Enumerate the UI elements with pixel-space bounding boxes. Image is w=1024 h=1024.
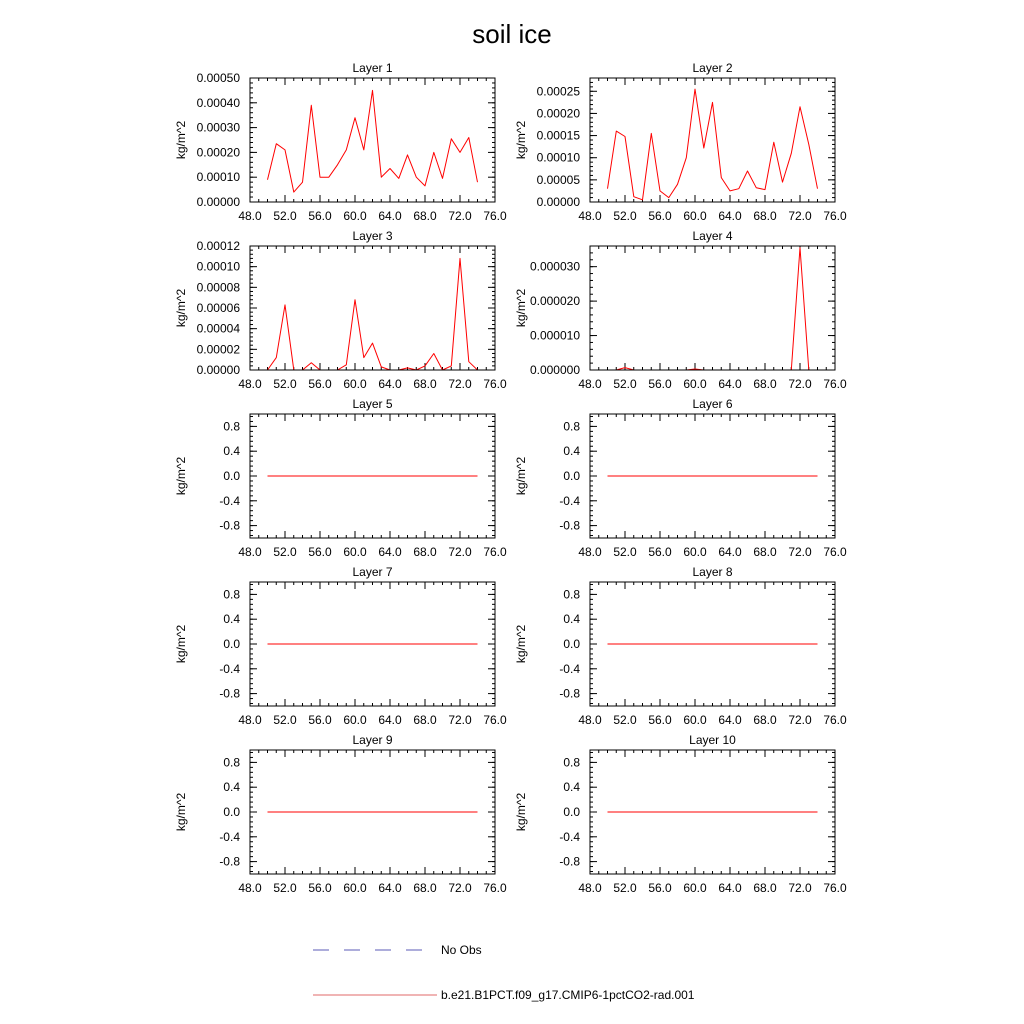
chart-layer-7 bbox=[174, 565, 507, 727]
x-tick-label: 64.0 bbox=[378, 713, 402, 727]
x-tick-label: 72.0 bbox=[448, 881, 472, 895]
y-tick-label: -0.8 bbox=[219, 686, 240, 701]
y-tick-label: 0.00008 bbox=[196, 280, 240, 295]
y-tick-label: 0.8 bbox=[563, 755, 580, 770]
x-tick-label: 60.0 bbox=[343, 713, 367, 727]
y-tick-label: -0.8 bbox=[559, 686, 580, 701]
x-tick-label: 68.0 bbox=[413, 209, 437, 223]
y-tick-label: 0.00010 bbox=[196, 259, 240, 274]
y-tick-label: 0.4 bbox=[563, 612, 580, 627]
x-tick-label: 60.0 bbox=[683, 713, 707, 727]
x-tick-label: 52.0 bbox=[613, 209, 637, 223]
x-tick-label: 48.0 bbox=[238, 377, 262, 391]
layer-9-title: Layer 9 bbox=[352, 733, 393, 747]
y-tick-label: -0.4 bbox=[559, 661, 580, 676]
x-tick-label: 76.0 bbox=[823, 377, 847, 391]
x-tick-label: 48.0 bbox=[238, 209, 262, 223]
x-tick-label: 48.0 bbox=[238, 881, 262, 895]
y-tick-label: -0.8 bbox=[219, 854, 240, 869]
layer-7-title: Layer 7 bbox=[352, 565, 393, 579]
y-tick-label: 0.0 bbox=[563, 637, 580, 651]
layer-5-ylabel: kg/m^2 bbox=[174, 456, 188, 496]
y-tick-label: 0.00000 bbox=[196, 363, 240, 377]
x-tick-label: 68.0 bbox=[753, 545, 777, 559]
y-tick-label: -0.8 bbox=[559, 518, 580, 533]
x-tick-label: 56.0 bbox=[308, 545, 332, 559]
x-tick-label: 56.0 bbox=[308, 377, 332, 391]
y-tick-label: 0.0 bbox=[223, 805, 240, 819]
x-tick-label: 68.0 bbox=[413, 377, 437, 391]
layer-7-ylabel: kg/m^2 bbox=[174, 624, 188, 664]
x-tick-label: 48.0 bbox=[578, 713, 602, 727]
y-tick-label: 0.00010 bbox=[196, 170, 240, 185]
legend-label-model: b.e21.B1PCT.f09_g17.CMIP6-1pctCO2-rad.001 bbox=[441, 988, 695, 1002]
x-tick-label: 60.0 bbox=[683, 881, 707, 895]
x-tick-label: 64.0 bbox=[718, 209, 742, 223]
y-tick-label: 0.00050 bbox=[196, 71, 240, 85]
x-tick-label: 64.0 bbox=[718, 545, 742, 559]
x-tick-label: 52.0 bbox=[273, 881, 297, 895]
y-tick-label: 0.8 bbox=[223, 419, 240, 434]
y-tick-label: 0.8 bbox=[223, 755, 240, 770]
x-tick-label: 76.0 bbox=[483, 881, 507, 895]
x-tick-label: 56.0 bbox=[308, 209, 332, 223]
x-tick-label: 56.0 bbox=[308, 881, 332, 895]
x-tick-label: 64.0 bbox=[378, 881, 402, 895]
x-tick-label: 56.0 bbox=[648, 545, 672, 559]
x-tick-label: 68.0 bbox=[413, 545, 437, 559]
y-tick-label: 0.0 bbox=[223, 469, 240, 483]
x-tick-label: 72.0 bbox=[448, 713, 472, 727]
layer-6-ylabel: kg/m^2 bbox=[514, 456, 528, 496]
layer-4-ylabel: kg/m^2 bbox=[514, 288, 528, 328]
y-tick-label: 0.8 bbox=[563, 587, 580, 602]
layer-5-title: Layer 5 bbox=[352, 397, 393, 411]
x-tick-label: 56.0 bbox=[648, 881, 672, 895]
layer-9-ylabel: kg/m^2 bbox=[174, 792, 188, 832]
layer-4-series-line bbox=[608, 248, 818, 370]
x-tick-label: 48.0 bbox=[238, 713, 262, 727]
y-tick-label: 0.000010 bbox=[529, 328, 580, 343]
x-tick-label: 52.0 bbox=[273, 545, 297, 559]
x-tick-label: 72.0 bbox=[448, 209, 472, 223]
layer-2-series-line bbox=[608, 89, 818, 200]
y-tick-label: 0.8 bbox=[563, 419, 580, 434]
x-tick-label: 76.0 bbox=[483, 713, 507, 727]
y-tick-label: 0.4 bbox=[223, 780, 240, 795]
x-tick-label: 76.0 bbox=[823, 545, 847, 559]
x-tick-label: 64.0 bbox=[378, 545, 402, 559]
y-tick-label: 0.4 bbox=[563, 780, 580, 795]
x-tick-label: 76.0 bbox=[823, 209, 847, 223]
x-tick-label: 72.0 bbox=[788, 881, 812, 895]
layer-3-ylabel: kg/m^2 bbox=[174, 288, 188, 328]
y-tick-label: 0.8 bbox=[223, 587, 240, 602]
x-tick-label: 60.0 bbox=[343, 209, 367, 223]
y-tick-label: 0.4 bbox=[223, 444, 240, 459]
y-tick-label: 0.00002 bbox=[196, 342, 240, 357]
x-tick-label: 60.0 bbox=[343, 545, 367, 559]
y-tick-label: 0.00015 bbox=[536, 128, 580, 143]
chart-layer-3 bbox=[174, 229, 507, 391]
y-tick-label: -0.4 bbox=[219, 661, 240, 676]
x-tick-label: 72.0 bbox=[788, 377, 812, 391]
layer-3-series-line bbox=[268, 258, 478, 370]
layer-8-title: Layer 8 bbox=[692, 565, 733, 579]
x-tick-label: 68.0 bbox=[753, 209, 777, 223]
x-tick-label: 48.0 bbox=[578, 209, 602, 223]
chart-layer-2 bbox=[514, 61, 847, 223]
y-tick-label: 0.4 bbox=[563, 444, 580, 459]
y-tick-label: -0.4 bbox=[219, 829, 240, 844]
y-tick-label: -0.8 bbox=[559, 854, 580, 869]
x-tick-label: 64.0 bbox=[718, 377, 742, 391]
y-tick-label: 0.00020 bbox=[196, 145, 240, 160]
x-tick-label: 60.0 bbox=[683, 377, 707, 391]
x-tick-label: 64.0 bbox=[378, 209, 402, 223]
y-tick-label: 0.00005 bbox=[536, 172, 580, 187]
x-tick-label: 72.0 bbox=[448, 545, 472, 559]
x-tick-label: 48.0 bbox=[578, 545, 602, 559]
y-tick-label: 0.0 bbox=[223, 637, 240, 651]
y-tick-label: 0.00000 bbox=[536, 195, 580, 209]
y-tick-label: 0.00025 bbox=[536, 84, 580, 99]
y-tick-label: -0.4 bbox=[219, 493, 240, 508]
x-tick-label: 76.0 bbox=[483, 545, 507, 559]
x-tick-label: 52.0 bbox=[273, 209, 297, 223]
y-tick-label: 0.00020 bbox=[536, 106, 580, 121]
layer-10-title: Layer 10 bbox=[689, 733, 736, 747]
y-tick-label: 0.00004 bbox=[196, 321, 240, 336]
x-tick-label: 48.0 bbox=[578, 881, 602, 895]
chart-layer-1 bbox=[174, 61, 507, 223]
chart-layer-10 bbox=[514, 733, 847, 895]
x-tick-label: 76.0 bbox=[823, 713, 847, 727]
layer-1-ylabel: kg/m^2 bbox=[174, 120, 188, 160]
y-tick-label: 0.00000 bbox=[196, 195, 240, 209]
x-tick-label: 56.0 bbox=[648, 713, 672, 727]
layer-3-plot-frame bbox=[250, 246, 495, 370]
chart-layer-9 bbox=[174, 733, 507, 895]
layer-2-title: Layer 2 bbox=[692, 61, 733, 75]
layer-1-title: Layer 1 bbox=[352, 61, 393, 75]
x-tick-label: 68.0 bbox=[413, 881, 437, 895]
x-tick-label: 76.0 bbox=[823, 881, 847, 895]
layer-3-title: Layer 3 bbox=[352, 229, 393, 243]
x-tick-label: 52.0 bbox=[613, 545, 637, 559]
y-tick-label: 0.00030 bbox=[196, 120, 240, 135]
x-tick-label: 56.0 bbox=[648, 209, 672, 223]
x-tick-label: 68.0 bbox=[413, 713, 437, 727]
x-tick-label: 52.0 bbox=[613, 881, 637, 895]
y-tick-label: 0.000030 bbox=[529, 259, 580, 274]
x-tick-label: 64.0 bbox=[378, 377, 402, 391]
x-tick-label: 72.0 bbox=[448, 377, 472, 391]
y-tick-label: 0.0 bbox=[563, 805, 580, 819]
layer-10-ylabel: kg/m^2 bbox=[514, 792, 528, 832]
layer-6-title: Layer 6 bbox=[692, 397, 733, 411]
x-tick-label: 60.0 bbox=[343, 881, 367, 895]
y-tick-label: 0.000000 bbox=[529, 363, 580, 377]
y-tick-label: 0.000020 bbox=[529, 294, 580, 309]
layer-2-ylabel: kg/m^2 bbox=[514, 120, 528, 160]
x-tick-label: 68.0 bbox=[753, 881, 777, 895]
x-tick-label: 72.0 bbox=[788, 209, 812, 223]
x-tick-label: 60.0 bbox=[343, 377, 367, 391]
x-tick-label: 60.0 bbox=[683, 545, 707, 559]
y-tick-label: -0.4 bbox=[559, 493, 580, 508]
y-tick-label: 0.0 bbox=[563, 469, 580, 483]
layer-2-plot-frame bbox=[590, 78, 835, 202]
x-tick-label: 52.0 bbox=[613, 713, 637, 727]
x-tick-label: 64.0 bbox=[718, 713, 742, 727]
y-tick-label: 0.00012 bbox=[196, 239, 240, 253]
layer-1-plot-frame bbox=[250, 78, 495, 202]
y-tick-label: 0.00010 bbox=[536, 150, 580, 165]
x-tick-label: 72.0 bbox=[788, 713, 812, 727]
x-tick-label: 72.0 bbox=[788, 545, 812, 559]
legend bbox=[313, 943, 695, 1002]
x-tick-label: 52.0 bbox=[613, 377, 637, 391]
x-tick-label: 48.0 bbox=[238, 545, 262, 559]
y-tick-label: 0.00040 bbox=[196, 95, 240, 110]
legend-label-no-obs: No Obs bbox=[441, 943, 482, 957]
x-tick-label: 60.0 bbox=[683, 209, 707, 223]
x-tick-label: 64.0 bbox=[718, 881, 742, 895]
x-tick-label: 68.0 bbox=[753, 713, 777, 727]
x-tick-label: 76.0 bbox=[483, 377, 507, 391]
y-tick-label: -0.4 bbox=[559, 829, 580, 844]
x-tick-label: 76.0 bbox=[483, 209, 507, 223]
x-tick-label: 56.0 bbox=[308, 713, 332, 727]
y-tick-label: -0.8 bbox=[219, 518, 240, 533]
layer-4-plot-frame bbox=[590, 246, 835, 370]
layer-1-series-line bbox=[268, 90, 478, 192]
x-tick-label: 48.0 bbox=[578, 377, 602, 391]
chart-layer-8 bbox=[514, 565, 847, 727]
figure-title: soil ice bbox=[472, 19, 552, 49]
y-tick-label: 0.4 bbox=[223, 612, 240, 627]
x-tick-label: 52.0 bbox=[273, 377, 297, 391]
layer-4-title: Layer 4 bbox=[692, 229, 733, 243]
x-tick-label: 52.0 bbox=[273, 713, 297, 727]
y-tick-label: 0.00006 bbox=[196, 301, 240, 315]
chart-layer-5 bbox=[174, 397, 507, 559]
chart-layer-6 bbox=[514, 397, 847, 559]
chart-layer-4 bbox=[514, 229, 847, 391]
x-tick-label: 68.0 bbox=[753, 377, 777, 391]
layer-8-ylabel: kg/m^2 bbox=[514, 624, 528, 664]
panels-container bbox=[174, 61, 847, 895]
x-tick-label: 56.0 bbox=[648, 377, 672, 391]
